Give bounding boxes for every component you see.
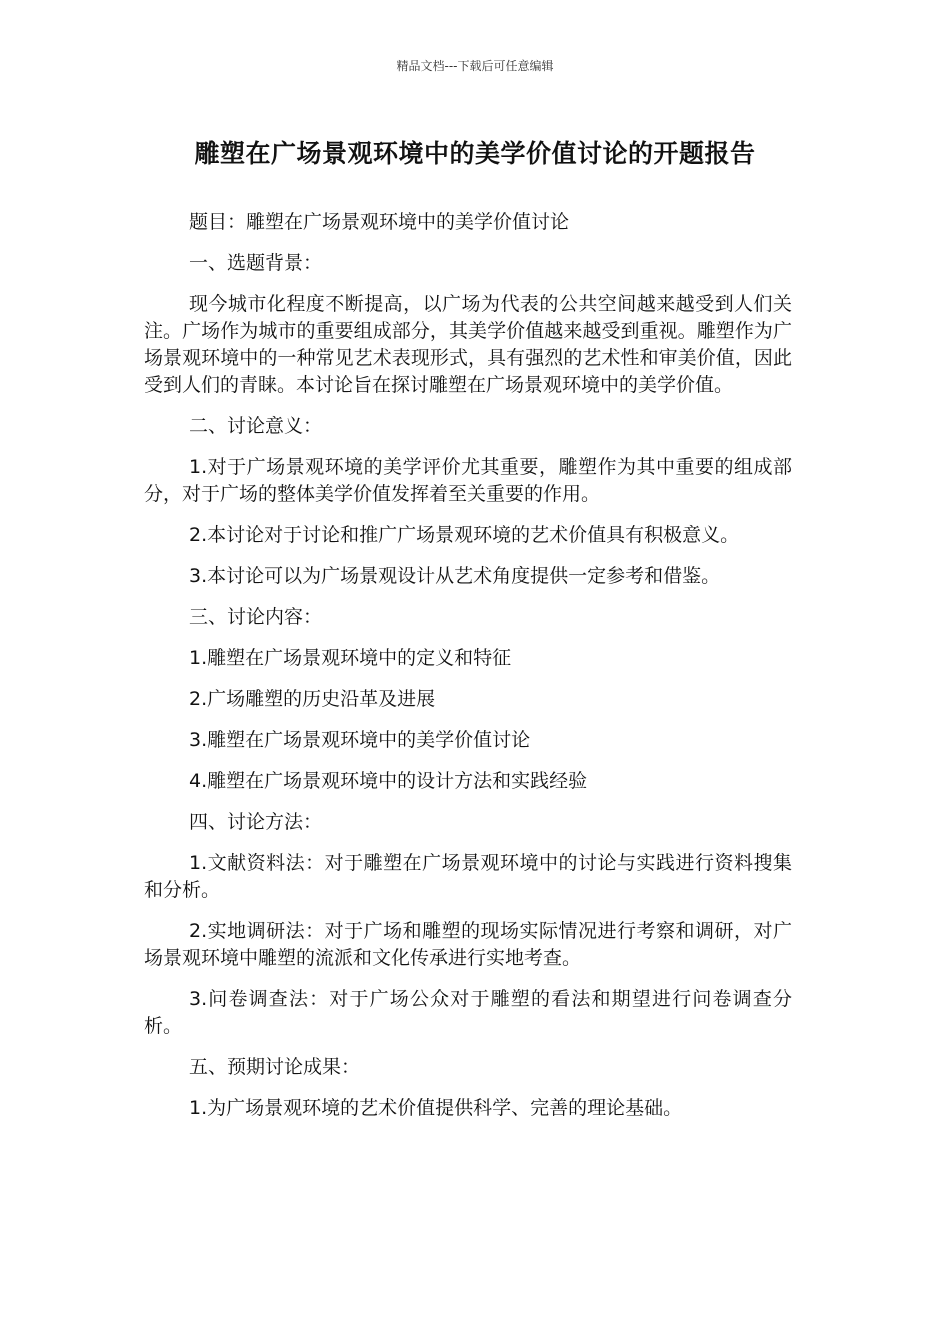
result-item-1: 1.为广场景观环境的艺术价值提供科学、完善的理论基础。 [189,1097,683,1119]
heading-methods: 四、讨论方法： [189,811,323,833]
content-item-4: 4.雕塑在广场景观环境中的设计方法和实践经验 [189,770,588,792]
heading-background: 一、选题背景： [189,252,323,274]
heading-expected-results: 五、预期讨论成果： [189,1056,361,1078]
significance-item-1: 1.对于广场景观环境的美学评价尤其重要，雕塑作为其中重要的组成部分，对于广场的整体美学价值发挥着至关重要的作用。 [144,456,792,505]
page-header: 精品文档---下载后可任意编辑 [396,59,554,73]
paragraph-background: 现今城市化程度不断提高，以广场为代表的公共空间越来越受到人们关注。广场作为城市的重要组成部分，其美学价值越来越受到重视。雕塑作为广场景观环境中的一种常见艺术表现形式，具有强烈的艺术性和审美价值，因此受到人们的青睐。本讨论旨在探讨雕塑在广场景观环境中的美学价值。 [144,293,792,396]
method-item-1: 1.文献资料法：对于雕塑在广场景观环境中的讨论与实践进行资料搜集和分析。 [144,852,792,901]
content-item-2: 2.广场雕塑的历史沿革及进展 [189,688,436,710]
content-item-1: 1.雕塑在广场景观环境中的定义和特征 [189,647,512,669]
method-item-2: 2.实地调研法：对于广场和雕塑的现场实际情况进行考察和调研，对广场景观环境中雕塑的流派和文化传承进行实地考查。 [144,920,792,969]
paragraph-topic: 题目：雕塑在广场景观环境中的美学价值讨论 [189,211,570,233]
heading-content: 三、讨论内容： [189,606,323,628]
content-item-3: 3.雕塑在广场景观环境中的美学价值讨论 [189,729,531,751]
heading-significance: 二、讨论意义： [189,415,323,437]
significance-item-3: 3.本讨论可以为广场景观设计从艺术角度提供一定参考和借鉴。 [189,565,721,587]
significance-item-2: 2.本讨论对于讨论和推广广场景观环境的艺术价值具有积极意义。 [189,524,740,546]
method-item-3: 3.问卷调查法：对于广场公众对于雕塑的看法和期望进行问卷调查分析。 [144,988,792,1037]
document-title: 雕塑在广场景观环境中的美学价值讨论的开题报告 [194,139,756,168]
document-body [144,209,792,1136]
